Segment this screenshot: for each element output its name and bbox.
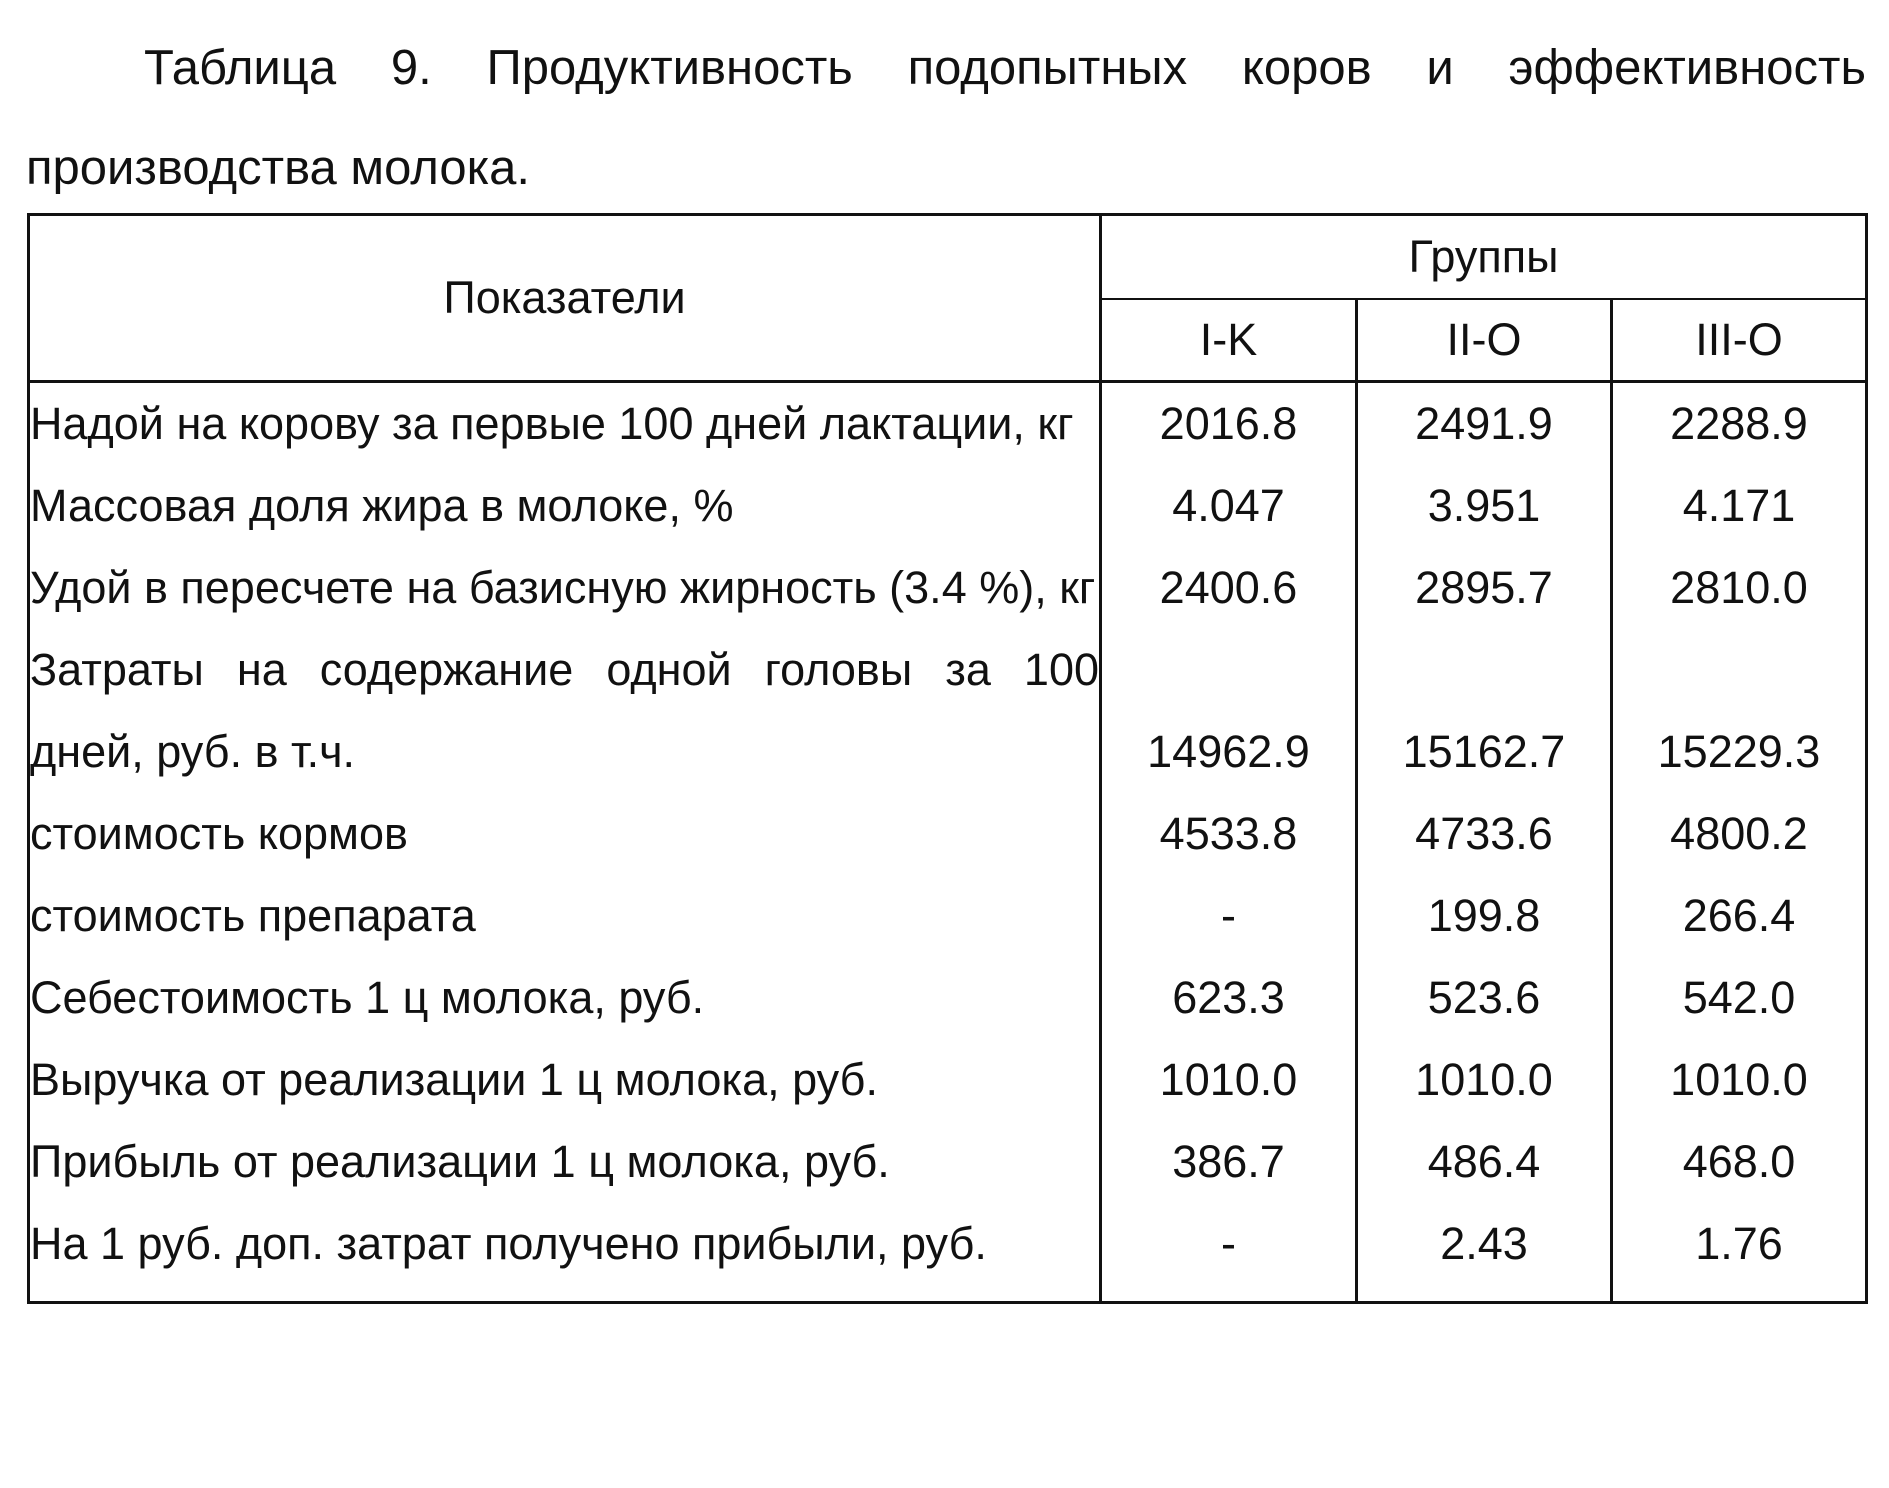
row-value-group-2: 1010.0 bbox=[1357, 1039, 1612, 1121]
row-value-group-3: 2288.9 bbox=[1612, 382, 1867, 466]
row-value-group-3: 2810.0 bbox=[1612, 547, 1867, 629]
row-value-group-2: 523.6 bbox=[1357, 957, 1612, 1039]
row-value-group-2: 199.8 bbox=[1357, 875, 1612, 957]
row-label: Затраты на содержание одной головы за 100 дней, руб. в т.ч. bbox=[29, 629, 1101, 793]
table-row bbox=[29, 1203, 1867, 1303]
row-value-group-1: 623.3 bbox=[1172, 972, 1285, 1023]
row-label: Надой на корову за первые 100 дней лактации, кг bbox=[29, 382, 1101, 466]
table-caption: Таблица 9. Продуктивность подопытных коров и эффективность производства молока. bbox=[26, 41, 1866, 195]
row-value-group-3: 542.0 bbox=[1612, 957, 1867, 1039]
row-value-group-2: 4733.6 bbox=[1357, 793, 1612, 875]
row-value-group-2: 15162.7 bbox=[1357, 629, 1612, 793]
row-value-group-1: - bbox=[1221, 1218, 1236, 1269]
row-value-group-2: 3.951 bbox=[1357, 465, 1612, 547]
table-row bbox=[29, 629, 1867, 793]
table-row bbox=[29, 793, 1867, 875]
row-value-group-2: 486.4 bbox=[1357, 1121, 1612, 1203]
row-label: Прибыль от реализации 1 ц молока, руб. bbox=[29, 1121, 1101, 1203]
row-value-group-2: 2491.9 bbox=[1357, 382, 1612, 466]
row-label: Выручка от реализации 1 ц молока, руб. bbox=[29, 1039, 1101, 1121]
row-value-group-3: 15229.3 bbox=[1612, 629, 1867, 793]
row-value-group-2: 2.43 bbox=[1357, 1203, 1612, 1303]
row-value-group-3: 4.171 bbox=[1612, 465, 1867, 547]
table-row bbox=[29, 1039, 1867, 1121]
productivity-table bbox=[27, 213, 1868, 1304]
row-value-group-1: 386.7 bbox=[1172, 1136, 1285, 1187]
row-value-group-1: - bbox=[1221, 890, 1236, 941]
row-label: Удой в пересчете на базисную жирность (3.4 %), кг bbox=[29, 547, 1101, 629]
row-label: На 1 руб. доп. затрат получено прибыли, руб. bbox=[29, 1203, 1101, 1303]
table-row bbox=[29, 875, 1867, 957]
row-value-group-1: 1010.0 bbox=[1159, 1054, 1298, 1105]
row-value-group-3: 1010.0 bbox=[1612, 1039, 1867, 1121]
row-value-group-1: 14962.9 bbox=[1147, 726, 1310, 777]
table-row bbox=[29, 547, 1867, 629]
group-header-1: I-K bbox=[1101, 299, 1357, 382]
row-label: стоимость кормов bbox=[29, 793, 1101, 875]
row-value-group-3: 266.4 bbox=[1612, 875, 1867, 957]
group-header-2: II-O bbox=[1357, 299, 1612, 382]
table-row bbox=[29, 1121, 1867, 1203]
row-value-group-1: 2400.6 bbox=[1159, 562, 1298, 613]
row-value-group-3: 468.0 bbox=[1612, 1121, 1867, 1203]
table-row bbox=[29, 382, 1867, 466]
row-value-group-3: 4800.2 bbox=[1612, 793, 1867, 875]
row-label: Себестоимость 1 ц молока, руб. bbox=[29, 957, 1101, 1039]
indicator-column-header: Показатели bbox=[29, 215, 1101, 382]
header-row-top bbox=[29, 215, 1867, 300]
row-label: стоимость препарата bbox=[29, 875, 1101, 957]
row-value-group-3: 1.76 bbox=[1612, 1203, 1867, 1303]
table-row bbox=[29, 957, 1867, 1039]
group-header-3: III-O bbox=[1612, 299, 1867, 382]
row-value-group-1: 4533.8 bbox=[1159, 808, 1298, 859]
row-value-group-2: 2895.7 bbox=[1357, 547, 1612, 629]
groups-header: Группы bbox=[1101, 215, 1867, 300]
row-label: Массовая доля жира в молоке, % bbox=[29, 465, 1101, 547]
row-value-group-1: 2016.8 bbox=[1159, 398, 1298, 449]
table-row bbox=[29, 465, 1867, 547]
row-value-group-1: 4.047 bbox=[1172, 480, 1285, 531]
